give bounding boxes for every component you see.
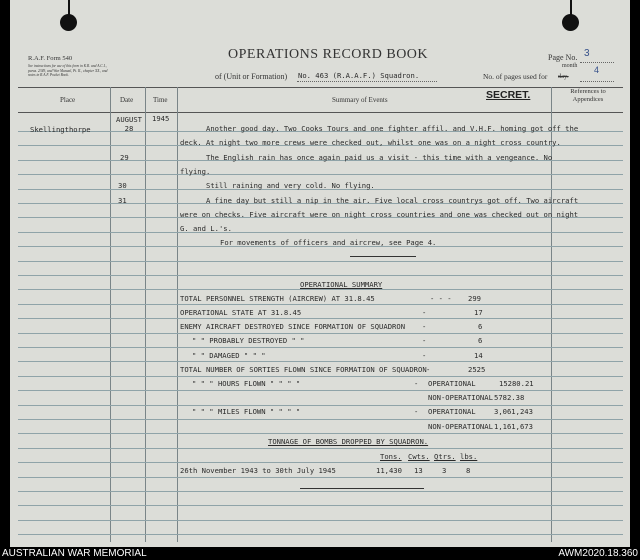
ruled-line: [18, 405, 623, 406]
tonnage-col: Tons.: [380, 452, 402, 461]
ruled-line: [18, 275, 623, 276]
summary-label: " " " HOURS FLOWN " " " ": [192, 379, 301, 388]
pages-used-underline: [580, 81, 614, 82]
ruled-line: [18, 462, 623, 463]
entry-date: 29: [120, 153, 129, 162]
tonnage-value: 13: [414, 466, 423, 475]
leader-dash: -: [422, 308, 427, 317]
tonnage-col: Cwts.: [408, 452, 430, 461]
ruled-line: [18, 534, 623, 535]
summary-value: 14: [474, 351, 483, 360]
archive-footer: [0, 547, 640, 560]
hours-nonop-value: 5782.38: [494, 393, 525, 402]
ruled-line: [18, 261, 623, 262]
ruled-line: [18, 390, 623, 391]
tonnage-col: Qtrs.: [434, 452, 456, 461]
leader-dash: -: [414, 407, 419, 416]
entry-date: AUGUST 28: [116, 115, 142, 133]
ruled-line: [18, 491, 623, 492]
summary-value: 299: [468, 294, 481, 303]
leader-dash: -: [422, 322, 427, 331]
summary-value: 17: [474, 308, 483, 317]
ruled-line: [18, 477, 623, 478]
ruled-line: [18, 333, 623, 334]
ruled-line: [18, 347, 623, 348]
entry-date: 30: [118, 181, 127, 190]
entry-date: 31: [118, 196, 127, 205]
form-id: R.A.F. Form 540: [28, 55, 73, 62]
pages-used-over: month: [562, 63, 578, 69]
leader-dash: -: [414, 379, 419, 388]
miles-nonop-value: 1,161,673: [494, 422, 533, 431]
entry-line: deck. At night two more crews were checked out, whilst one was on a night cross country.: [180, 138, 561, 147]
tonnage-col: lbs.: [460, 452, 478, 461]
hours-op-value: 15280.21: [499, 379, 534, 388]
ruled-line: [18, 520, 623, 521]
ruled-line: [18, 448, 623, 449]
summary-value: 2525: [468, 365, 486, 374]
ruled-line: [18, 419, 623, 420]
tonnage-value: 11,430: [376, 466, 402, 475]
hours-op-label: OPERATIONAL: [428, 379, 476, 388]
unit-underline: [297, 81, 437, 82]
tonnage-value: 3: [442, 466, 447, 475]
col-divider-time: [177, 87, 178, 542]
summary-heading: OPERATIONAL SUMMARY: [300, 280, 383, 289]
unit-label: of (Unit or Formation): [215, 72, 288, 81]
col-header-time: Time: [153, 96, 168, 104]
summary-label: ENEMY AIRCRAFT DESTROYED SINCE FORMATION OF SQUADRON: [180, 322, 406, 331]
entry-line: The English rain has once again paid us a visit - this time with a vengeance. No: [206, 153, 553, 162]
col-header-summary: Summary of Events: [332, 96, 388, 104]
summary-value: 6: [478, 336, 483, 345]
hours-nonop-label: NON-OPERATIONAL: [428, 393, 493, 402]
footer-right: AWM2020.18.360: [558, 548, 638, 559]
secret-stamp: SECRET.: [486, 89, 531, 101]
footer-left: AUSTRALIAN WAR MEMORIAL: [2, 548, 147, 559]
page-no-underline: [580, 62, 614, 63]
summary-label: " " " MILES FLOWN " " " ": [192, 407, 301, 416]
ruled-line: [18, 361, 623, 362]
record-sheet: [10, 0, 630, 547]
leader-dash: -: [426, 365, 431, 374]
summary-label: " " DAMAGED " " ": [192, 351, 266, 360]
page-no-label: Page No.: [548, 53, 578, 62]
leader-dash: -: [422, 351, 427, 360]
entry-line: G. and L.'s.: [180, 224, 232, 233]
table-header-rule: [18, 112, 623, 113]
miles-op-value: 3,061,243: [494, 407, 533, 416]
miles-nonop-label: NON-OPERATIONAL: [428, 422, 493, 431]
movements-underline: [350, 256, 416, 257]
summary-label: OPERATIONAL STATE AT 31.8.45: [180, 308, 302, 317]
col-header-references: References to Appendices: [570, 88, 606, 103]
ruled-line: [18, 433, 623, 434]
miles-op-label: OPERATIONAL: [428, 407, 476, 416]
ruled-line: [18, 232, 623, 233]
leader-dash: -: [422, 336, 427, 345]
entry-line: Another good day. Two Cooks Tours and one fighter affil. and V.H.F. homing got off the: [206, 124, 579, 133]
ruled-line: [18, 376, 623, 377]
page-title: OPERATIONS RECORD BOOK: [228, 47, 429, 62]
ruled-line: [18, 174, 623, 175]
pages-used-value: 4: [594, 65, 600, 75]
leader-dots: - - -: [430, 294, 452, 303]
ruled-line: [18, 505, 623, 506]
ruled-line: [18, 304, 623, 305]
binder-hole-left: [60, 14, 77, 31]
unit-value: No. 463 (R.A.A.F.) Squadron.: [298, 71, 420, 80]
summary-label: " " PROBABLY DESTROYED " ": [192, 336, 305, 345]
entry-line: Still raining and very cold. No flying.: [206, 181, 375, 190]
ruled-line: [18, 318, 623, 319]
pages-used-struck: day.: [558, 73, 569, 80]
tonnage-period: 26th November 1943 to 30th July 1945: [180, 466, 336, 475]
pages-used-label: No. of pages used for: [483, 72, 548, 81]
entry-place: Skellingthorpe: [30, 125, 91, 134]
col-divider-date: [145, 87, 146, 542]
summary-label: TOTAL NUMBER OF SORTIES FLOWN SINCE FORMATION OF SQUADRON: [180, 365, 427, 374]
summary-value: 6: [478, 322, 483, 331]
ruled-line: [18, 289, 623, 290]
col-header-place: Place: [60, 96, 76, 104]
tonnage-heading: TONNAGE OF BOMBS DROPPED BY SQUADRON.: [268, 437, 429, 446]
closing-rule: [300, 488, 424, 489]
form-instructions: See instructions for use of this form in K.R. and A.C.I., paras. 2349, and War Manual, Pt. II., chapter XX., and notes in R.A.F. Pocket Book.: [28, 64, 108, 78]
tonnage-value: 8: [466, 466, 471, 475]
entry-line: flying.: [180, 167, 211, 176]
summary-label: TOTAL PERSONNEL STRENGTH (AIRCREW) AT 31.8.45: [180, 294, 375, 303]
entry-time: 1945: [152, 114, 170, 123]
entry-line: A fine day but still a nip in the air. Five local cross countrys got off. Two aircraft: [206, 196, 579, 205]
page-no-value: 3: [584, 48, 590, 59]
col-header-date: Date: [120, 96, 134, 104]
table-top-rule: [18, 87, 623, 88]
binder-hole-right: [562, 14, 579, 31]
col-divider-place: [110, 87, 111, 542]
entry-line: were on checks. Five aircraft were on night cross countries and one was checked out on night: [180, 210, 579, 219]
movements-note: For movements of officers and aircrew, see Page 4.: [220, 238, 437, 247]
